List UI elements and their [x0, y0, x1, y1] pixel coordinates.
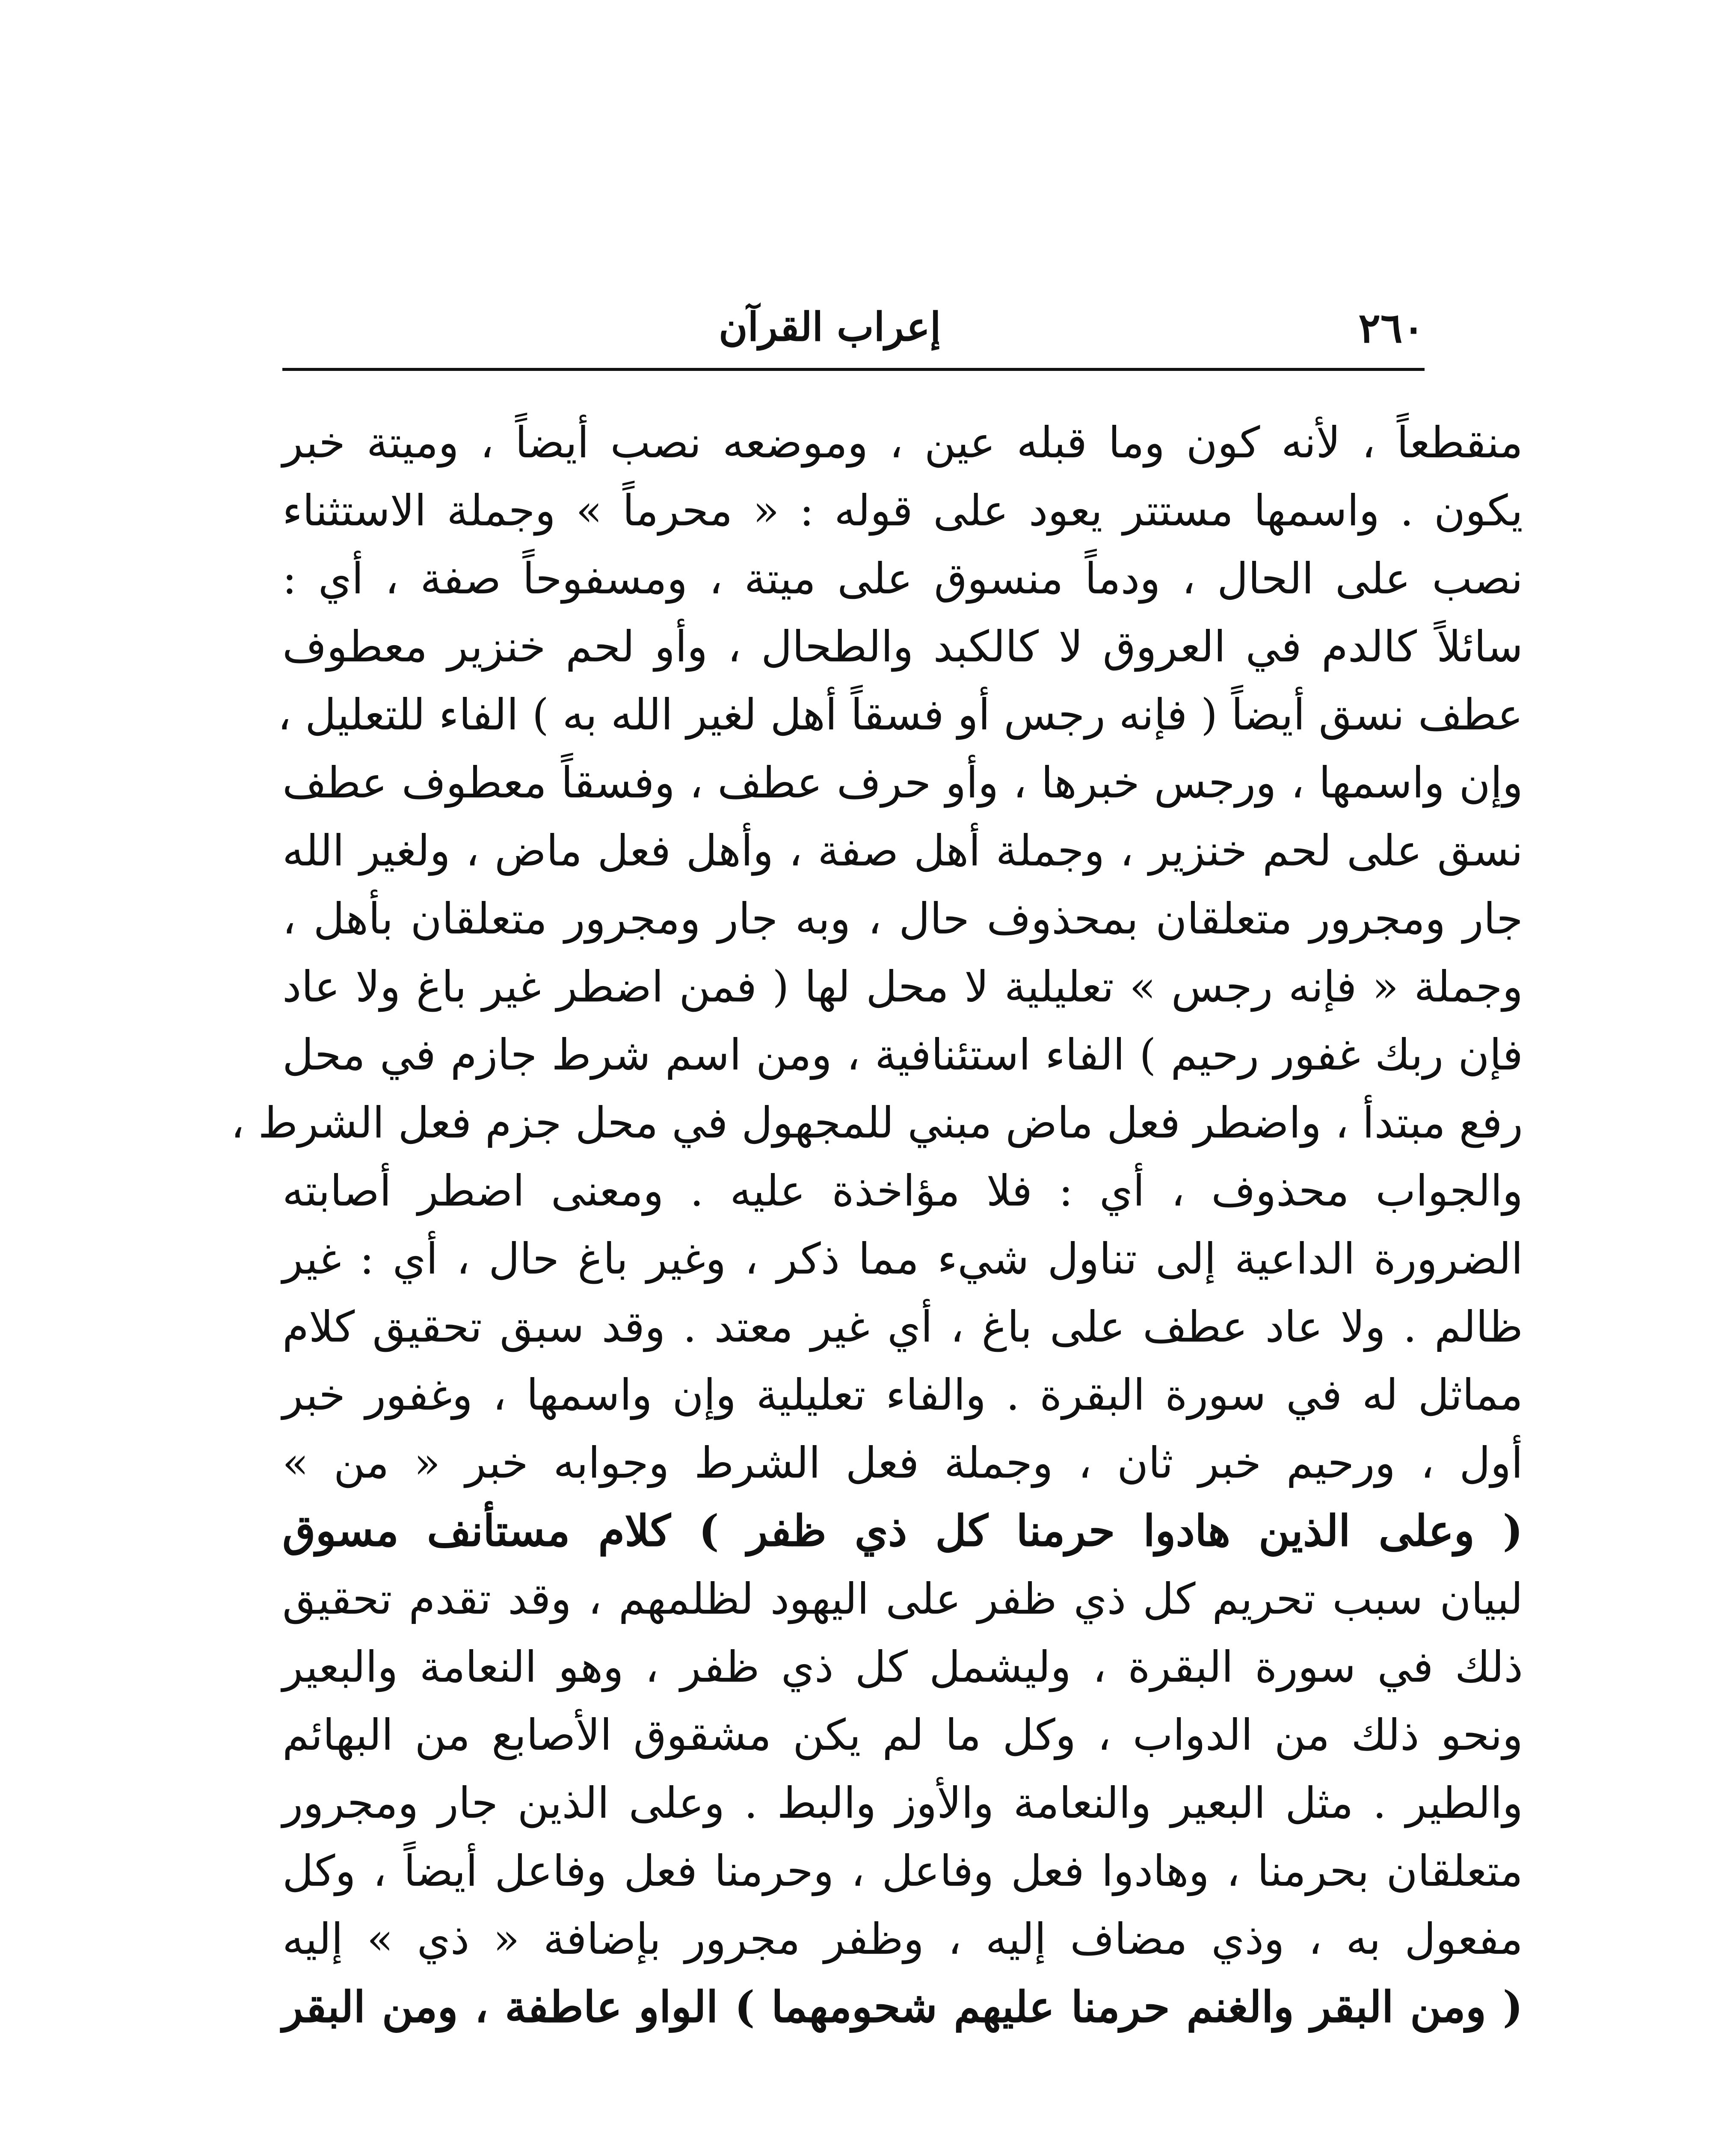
text-line-1: منقطعاً ، لأنه كون وما قبله عين ، وموضعه نصب أيضاً ، وميتة خبر: [282, 418, 1523, 468]
text-line-20: ونحو ذلك من الدواب ، وكل ما لم يكن مشقوق الأصابع من البهائم: [282, 1710, 1523, 1760]
body-text: [231, 409, 1523, 2041]
text-line-24: ( ومن البقر والغنم حرمنا عليهم شحومهما ) الواو عاطفة ، ومن البقر: [282, 1982, 1523, 2032]
text-line-9: وجملة « فإنه رجس » تعليلية لا محل لها ( فمن اضطر غير باغ ولا عاد: [282, 962, 1523, 1012]
text-line-21: والطير . مثل البعير والنعامة والأوز والبط . وعلى الذين جار ومجرور: [282, 1778, 1523, 1828]
text-line-5: عطف نسق أيضاً ( فإنه رجس أو فسقاً أهل لغير الله به ) الفاء للتعليل ،: [277, 690, 1523, 740]
text-line-15: مماثل له في سورة البقرة . والفاء تعليلية وإن واسمها ، وغفور خبر: [282, 1370, 1523, 1420]
text-line-14: ظالم . ولا عاد عطف على باغ ، أي غير معتد . وقد سبق تحقيق كلام: [282, 1302, 1523, 1352]
header-divider: [282, 368, 1425, 371]
text-line-10: فإن ربك غفور رحيم ) الفاء استئنافية ، ومن اسم شرط جازم في محل: [282, 1030, 1523, 1080]
text-line-16: أول ، ورحيم خبر ثان ، وجملة فعل الشرط وجوابه خبر « من »: [282, 1438, 1523, 1488]
text-line-13: الضرورة الداعية إلى تناول شيء مما ذكر ، وغير باغ حال ، أي : غير: [282, 1234, 1523, 1284]
text-line-23: مفعول به ، وذي مضاف إليه ، وظفر مجرور بإضافة « ذي » إليه: [282, 1914, 1523, 1964]
text-line-19: ذلك في سورة البقرة ، وليشمل كل ذي ظفر ، وهو النعامة والبعير: [282, 1642, 1523, 1692]
text-line-22: متعلقان بحرمنا ، وهادوا فعل وفاعل ، وحرمنا فعل وفاعل أيضاً ، وكل: [282, 1846, 1523, 1896]
text-line-18: لبيان سبب تحريم كل ذي ظفر على اليهود لظلمهم ، وقد تقدم تحقيق: [282, 1574, 1523, 1624]
text-line-6: وإن واسمها ، ورجس خبرها ، وأو حرف عطف ، وفسقاً معطوف عطف: [282, 758, 1523, 808]
text-line-3: نصب على الحال ، ودماً منسوق على ميتة ، ومسفوحاً صفة ، أي :: [282, 554, 1523, 604]
book-title: إعراب القرآن: [719, 304, 941, 350]
text-line-4: سائلاً كالدم في العروق لا كالكبد والطحال ، وأو لحم خنزير معطوف: [282, 622, 1523, 672]
text-line-8: جار ومجرور متعلقان بمحذوف حال ، وبه جار ومجرور متعلقان بأهل ،: [282, 894, 1523, 944]
text-line-17: ( وعلى الذين هادوا حرمنا كل ذي ظفر ) كلام مستأنف مسوق: [282, 1505, 1523, 1556]
text-line-11: رفع مبتدأ ، واضطر فعل ماض مبني للمجهول في محل جزم فعل الشرط ،: [231, 1098, 1523, 1148]
page-number: ٢٦٠: [1358, 304, 1425, 352]
text-line-7: نسق على لحم خنزير ، وجملة أهل صفة ، وأهل فعل ماض ، ولغير الله: [282, 826, 1523, 876]
text-line-12: والجواب محذوف ، أي : فلا مؤاخذة عليه . ومعنى اضطر أصابته: [282, 1166, 1523, 1216]
text-line-2: يكون . واسمها مستتر يعود على قوله : « محرماً » وجملة الاستثناء: [282, 486, 1523, 536]
